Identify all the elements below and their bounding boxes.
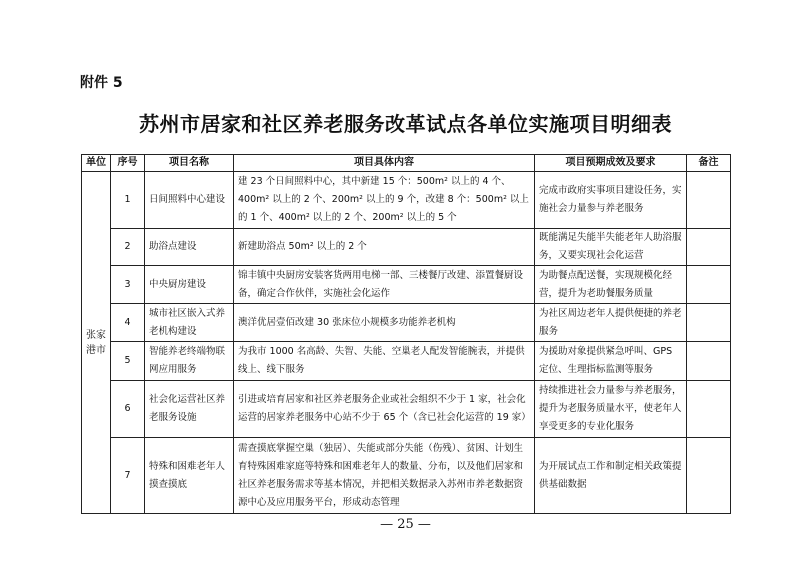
project-content: 澳洋优居壹佰改建 30 张床位小规模多功能养老机构 <box>234 304 535 342</box>
project-name: 助浴点建设 <box>145 229 234 266</box>
project-outcome: 完成市政府实事项目建设任务，实施社会力量参与养老服务 <box>535 172 687 229</box>
project-content: 新建助浴点 50m² 以上的 2 个 <box>234 229 535 266</box>
project-note <box>687 266 731 304</box>
table-row <box>82 342 731 381</box>
row-number: 7 <box>111 438 145 514</box>
project-note <box>687 342 731 381</box>
project-name: 城市社区嵌入式养老机构建设 <box>145 304 234 342</box>
project-content: 锦丰镇中央厨房安装客货两用电梯一部、三楼餐厅改建、添置餐厨设备，确定合作伙伴，实施社会化运作 <box>234 266 535 304</box>
project-note <box>687 229 731 266</box>
column-header-outcome: 项目预期成效及要求 <box>535 155 687 172</box>
unit-cell: 张家港市 <box>82 172 111 514</box>
table-header-row <box>82 155 731 172</box>
project-outcome: 为开展试点工作和制定相关政策提供基础数据 <box>535 438 687 514</box>
attachment-label: 附件 5 <box>80 75 123 91</box>
project-name: 特殊和困难老年人摸查摸底 <box>145 438 234 514</box>
project-outcome: 为助餐点配送餐，实现规模化经营，提升为老助餐服务质量 <box>535 266 687 304</box>
table-row <box>82 304 731 342</box>
project-note <box>687 172 731 229</box>
row-number: 4 <box>111 304 145 342</box>
row-number: 1 <box>111 172 145 229</box>
row-number: 3 <box>111 266 145 304</box>
table-row <box>82 229 731 266</box>
column-header-unit: 单位 <box>82 155 111 172</box>
table-row <box>82 172 731 229</box>
column-header-content: 项目具体内容 <box>234 155 535 172</box>
row-number: 2 <box>111 229 145 266</box>
table-row <box>82 266 731 304</box>
row-number: 5 <box>111 342 145 381</box>
project-name: 中央厨房建设 <box>145 266 234 304</box>
row-number: 6 <box>111 381 145 438</box>
project-content: 需查摸底掌握空巢（独居）、失能或部分失能（伤残）、贫困、计划生育特殊困难家庭等特殊和困难老年人的数量、分布，以及他们居家和社区养老服务需求等基本情况，并把相关数据录入苏州市养老数据资源中心及应用服务平台，形成动态管理 <box>234 438 535 514</box>
project-name: 社会化运营社区养老服务设施 <box>145 381 234 438</box>
project-outcome: 持续推进社会力量参与养老服务，提升为老服务质量水平，使老年人享受更多的专业化服务 <box>535 381 687 438</box>
column-header-project-name: 项目名称 <box>145 155 234 172</box>
project-note <box>687 381 731 438</box>
project-name: 日间照料中心建设 <box>145 172 234 229</box>
project-detail-table <box>81 154 731 514</box>
project-content: 引进或培育居家和社区养老服务企业或社会组织不少于 1 家，社会化运营的居家养老服务中心站不少于 65 个（含已社会化运营的 19 家） <box>234 381 535 438</box>
project-outcome: 既能满足失能半失能老年人助浴服务，又要实现社会化运营 <box>535 229 687 266</box>
project-outcome: 为社区周边老年人提供便捷的养老服务 <box>535 304 687 342</box>
project-content: 建 23 个日间照料中心，其中新建 15 个：500m² 以上的 4 个、400m² 以上的 2 个、200m² 以上的 9 个，改建 8 个：500m² 以上的 1 个、400m² 以上的 2 个、200m² 以上的 5 个 <box>234 172 535 229</box>
page-number: — 25 — <box>380 517 431 532</box>
table-row <box>82 438 731 514</box>
project-name: 智能养老终端物联网应用服务 <box>145 342 234 381</box>
column-header-number: 序号 <box>111 155 145 172</box>
project-note <box>687 438 731 514</box>
project-content: 为我市 1000 名高龄、失智、失能、空巢老人配发智能腕表，并提供线上、线下服务 <box>234 342 535 381</box>
document-title: 苏州市居家和社区养老服务改革试点各单位实施项目明细表 <box>139 112 672 136</box>
project-outcome: 为援助对象提供紧急呼叫、GPS 定位、生理指标监测等服务 <box>535 342 687 381</box>
project-note <box>687 304 731 342</box>
table-row <box>82 381 731 438</box>
column-header-note: 备注 <box>687 155 731 172</box>
